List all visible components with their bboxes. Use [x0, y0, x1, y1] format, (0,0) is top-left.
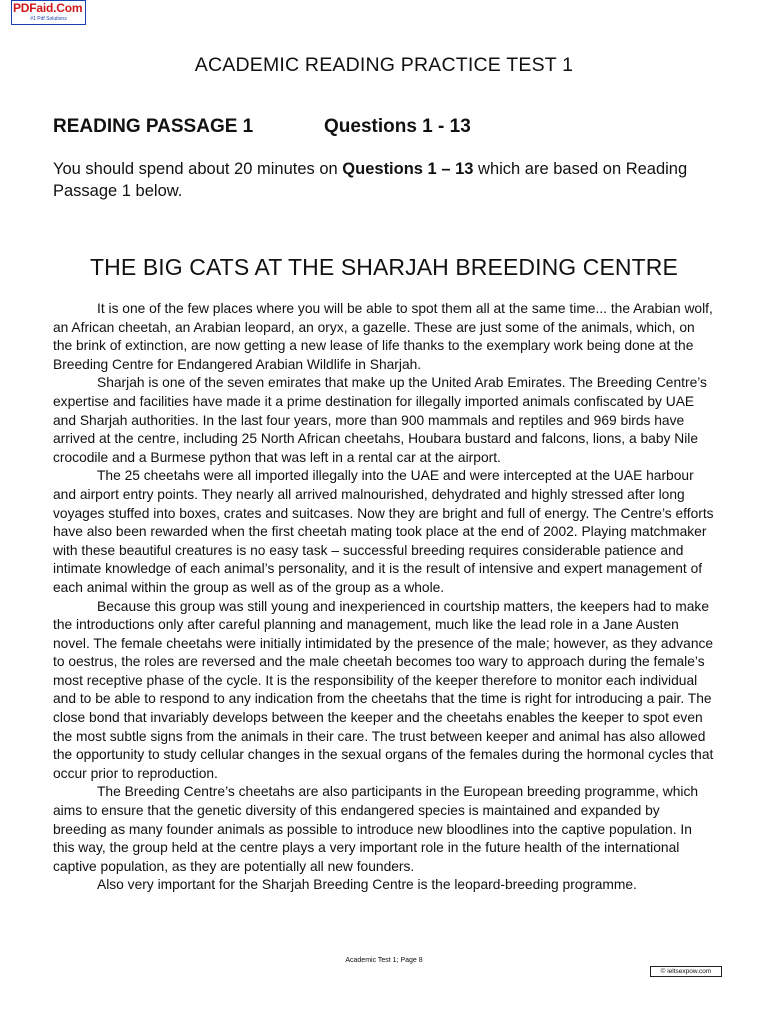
- pdfaid-logo: PDFaid.Com: [13, 1, 83, 15]
- paragraph: The 25 cheetahs were all imported illegally into the UAE and were intercepted at the UAE harbour and airport entry points. They nearly all arrived malnourished, dehydrated and highly stressed after long voyages stuffed into boxes, crates and suitcases. Now they are bright and full of energy. The Centre’s efforts have also been rewarded when the first cheetah mating took place at the end of 2002. Playing matchmaker with these beautiful creatures is no easy task – successful breeding requires considerable patience and intimate knowledge of each animal’s personality, and it is the result of intensive and expert management of each animal within the group as well as of the group as a whole.: [53, 468, 714, 595]
- pdfaid-badge[interactable]: [11, 0, 86, 25]
- footer-brand: © ieltsexpow.com: [650, 966, 722, 977]
- instructions-text-end: which are based on Reading Passage 1 below.: [53, 160, 688, 200]
- paragraph: The Breeding Centre’s cheetahs are also participants in the European breeding programme, which aims to ensure that the genetic diversity of this endangered species is maintained and expanded by breeding as many founder animals as possible to introduce new bloodlines into the captive population. In this way, the group held at the centre plays a very important role in the future health of the international captive population, as they are potentially all new founders.: [53, 784, 699, 874]
- paragraph: Sharjah is one of the seven emirates that make up the United Arab Emirates. The Breeding Centre’s expertise and facilities have made it a prime destination for illegally imported animals confiscated by UAE and Sharjah authorities. In the last four years, more than 900 mammals and reptiles and 969 birds have arrived at the centre, including 25 North African cheetahs, Houbara bustard and falcons, lions, a baby Nile crocodile and a Burmese python that was left in a rental car at the airport.: [53, 375, 707, 465]
- instructions-text-start: You should spend about 20 minutes on: [53, 160, 343, 178]
- test-title: ACADEMIC READING PRACTICE TEST 1: [194, 54, 574, 76]
- paragraph: Because this group was still young and inexperienced in courtship matters, the keepers had to make the introductions only after careful planning and management, much like the lead role in a Jane Austen novel. The female cheetahs were initially intimidated by the presence of the male; however, as they advance to oestrus, the roles are reversed and the male cheetah becomes too wary to approach during the female’s most receptive phase of the cycle. It is the responsibility of the keeper therefore to monitor each individual and to be able to respond to any indication from the cheetahs that the time is right for introducing a pair. The close bond that invariably develops between the keeper and the cheetahs enables the keeper to spot even the most subtle signs from the animals in their care. The trust between keeper and animal has also allowed the opportunity to study cellular changes in the sexual organs of the females during the hormonal cycles that occur prior to reproduction.: [53, 598, 714, 781]
- instructions-question-range: Questions 1 – 13: [342, 160, 474, 178]
- footer-page-number: Academic Test 1; Page 8: [345, 957, 423, 964]
- pdfaid-tagline: #1 Pdf Solutions: [30, 16, 67, 22]
- question-range: Questions 1 - 13: [324, 116, 471, 137]
- passage-label: READING PASSAGE 1: [53, 116, 254, 137]
- passage-body: [53, 300, 715, 895]
- passage-title: THE BIG CATS AT THE SHARJAH BREEDING CENTRE: [90, 254, 678, 280]
- paragraph: Also very important for the Sharjah Breeding Centre is the leopard-breeding programme.: [97, 877, 637, 893]
- instructions: [53, 158, 693, 202]
- paragraph: It is one of the few places where you will be able to spot them all at the same time... the Arabian wolf, an African cheetah, an Arabian leopard, an oryx, a gazelle. These are just some of the animals, which, on the brink of extinction, are now getting a new lease of life thanks to the exemplary work being done at the Breeding Centre for Endangered Arabian Wildlife in Sharjah.: [53, 301, 713, 372]
